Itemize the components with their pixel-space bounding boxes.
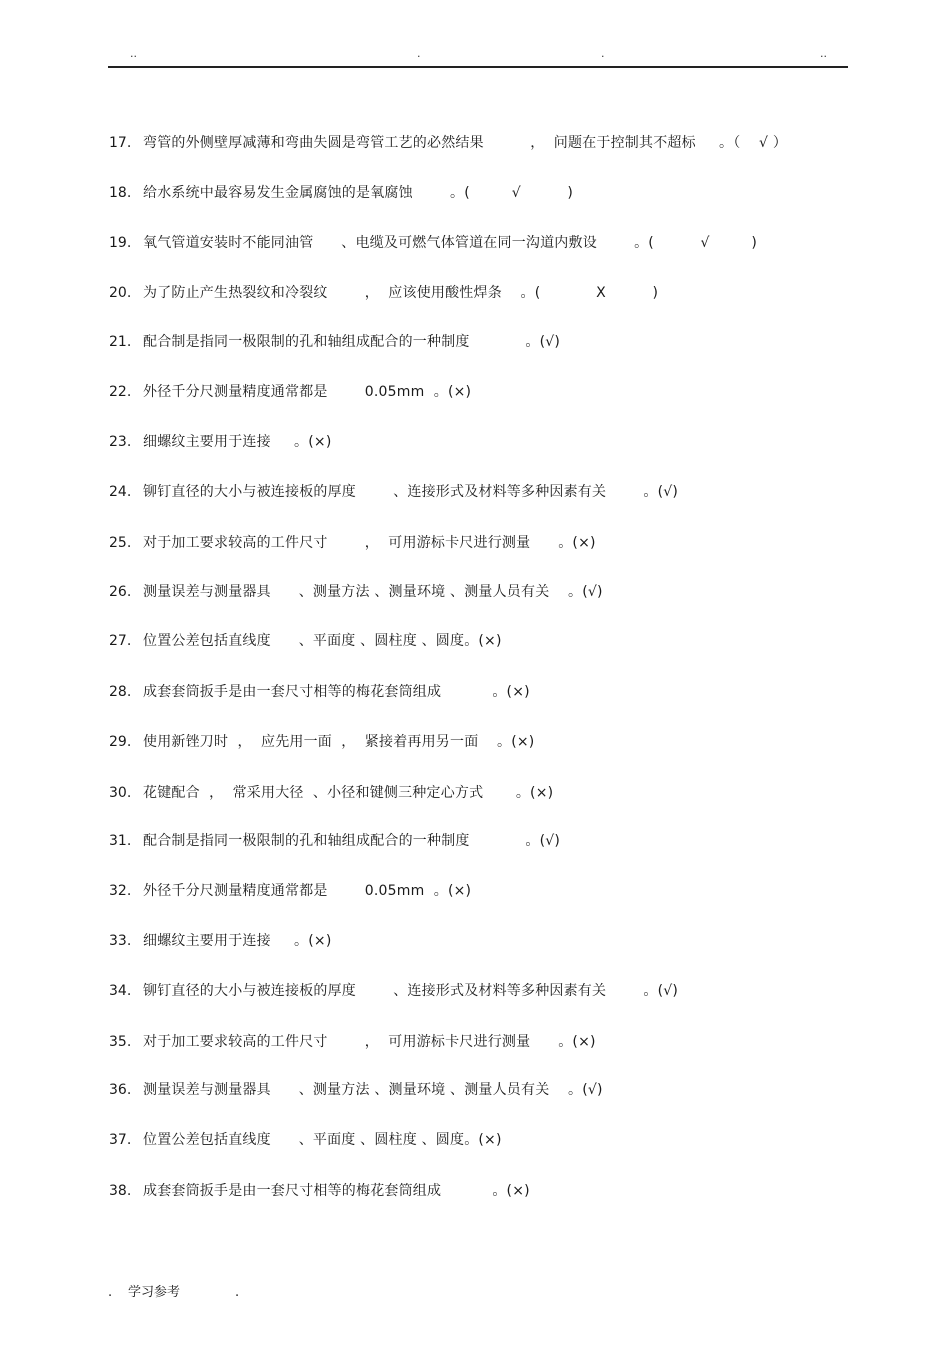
question-text: 测量误差与测量器具 、测量方法 、测量环境 、测量人员有关 。(√): [143, 584, 603, 600]
question-number: 37.: [109, 1132, 132, 1148]
question-text: 为了防止产生热裂纹和冷裂纹 ， 应该使用酸性焊条 。( X ): [143, 285, 659, 301]
footer-label: 学习参考: [128, 1285, 181, 1300]
header-mark: ..: [820, 47, 827, 60]
question-text: 细螺纹主要用于连接 。(×): [143, 933, 332, 949]
question-text: 铆钉直径的大小与被连接板的厚度 、连接形式及材料等多种因素有关 。(√): [143, 484, 679, 500]
header-mark: ..: [130, 47, 137, 60]
question-number: 35.: [109, 1034, 132, 1050]
question-number: 22.: [109, 384, 132, 400]
question-number: 30.: [109, 785, 132, 801]
question-number: 17.: [109, 135, 132, 151]
question-number: 29.: [109, 734, 132, 750]
question-text: 对于加工要求较高的工件尺寸 ， 可用游标卡尺进行测量 。(×): [143, 1034, 596, 1050]
question-text: 测量误差与测量器具 、测量方法 、测量环境 、测量人员有关 。(√): [143, 1082, 603, 1098]
question-number: 21.: [109, 334, 132, 350]
question-text: 外径千分尺测量精度通常都是 0.05mm 。(×): [143, 384, 472, 400]
question-text: 花键配合 ， 常采用大径 、小径和键侧三种定心方式 。(×): [143, 785, 554, 801]
footer-mark: .: [235, 1285, 240, 1300]
question-text: 使用新锉刀时 ， 应先用一面 ， 紧接着再用另一面 。(×): [143, 734, 535, 750]
question-text: 配合制是指同一极限制的孔和轴组成配合的一种制度 。(√): [143, 334, 561, 350]
question-text: 铆钉直径的大小与被连接板的厚度 、连接形式及材料等多种因素有关 。(√): [143, 983, 679, 999]
question-number: 19.: [109, 235, 132, 251]
question-number: 23.: [109, 434, 132, 450]
question-number: 20.: [109, 285, 132, 301]
question-text: 位置公差包括直线度 、平面度 、圆柱度 、圆度。(×): [143, 1132, 502, 1148]
question-number: 26.: [109, 584, 132, 600]
question-text: 位置公差包括直线度 、平面度 、圆柱度 、圆度。(×): [143, 633, 502, 649]
question-text: 成套套筒扳手是由一套尺寸相等的梅花套筒组成 。(×): [143, 1183, 530, 1199]
header-mark: .: [417, 47, 421, 60]
question-number: 32.: [109, 883, 132, 899]
question-number: 33.: [109, 933, 132, 949]
question-text: 对于加工要求较高的工件尺寸 ， 可用游标卡尺进行测量 。(×): [143, 535, 596, 551]
question-number: 28.: [109, 684, 132, 700]
question-text: 成套套筒扳手是由一套尺寸相等的梅花套筒组成 。(×): [143, 684, 530, 700]
question-text: 氧气管道安装时不能同油管 、电缆及可燃气体管道在同一沟道内敷设 。( √ ): [143, 235, 758, 251]
question-number: 31.: [109, 833, 132, 849]
question-text: 外径千分尺测量精度通常都是 0.05mm 。(×): [143, 883, 472, 899]
question-number: 25.: [109, 535, 132, 551]
footer-mark: .: [108, 1285, 113, 1300]
question-number: 36.: [109, 1082, 132, 1098]
question-text: 弯管的外侧壁厚减薄和弯曲失圆是弯管工艺的必然结果 ， 问题在于控制其不超标 。（ √ ）: [143, 135, 788, 151]
question-number: 38.: [109, 1183, 132, 1199]
question-number: 24.: [109, 484, 132, 500]
question-text: 细螺纹主要用于连接 。(×): [143, 434, 332, 450]
question-text: 给水系统中最容易发生金属腐蚀的是氧腐蚀 。( √ ): [143, 185, 573, 201]
question-number: 18.: [109, 185, 132, 201]
question-text: 配合制是指同一极限制的孔和轴组成配合的一种制度 。(√): [143, 833, 561, 849]
header-mark: .: [601, 47, 605, 60]
question-number: 34.: [109, 983, 132, 999]
question-number: 27.: [109, 633, 132, 649]
